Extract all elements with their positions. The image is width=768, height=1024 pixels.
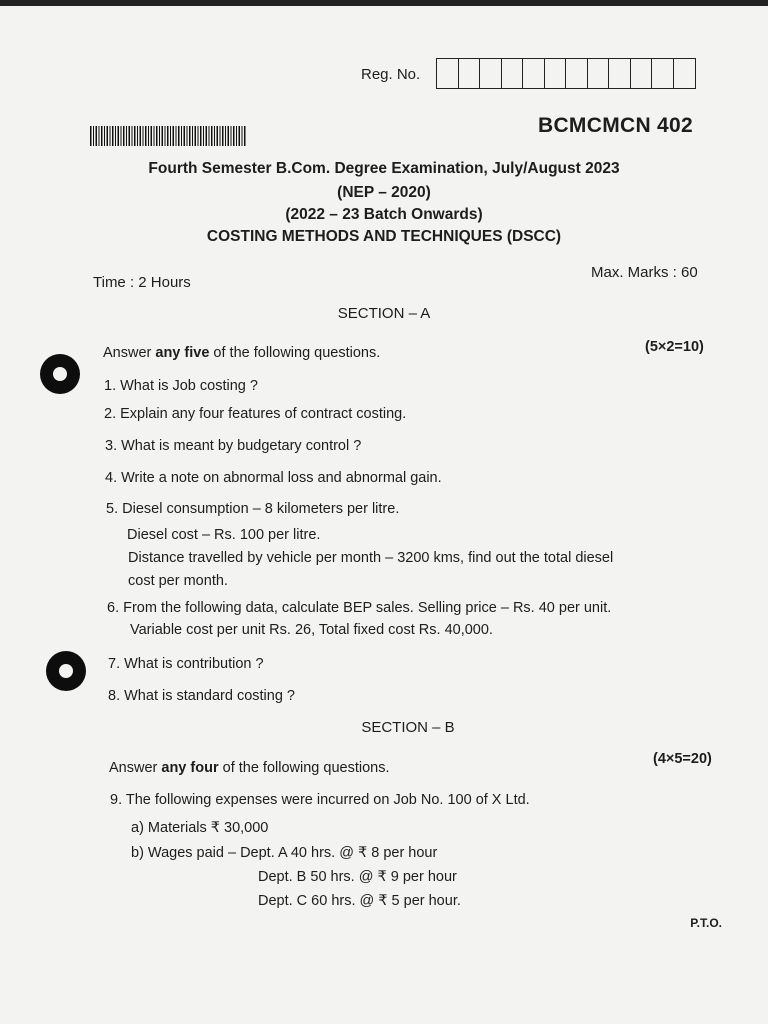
section-b-title: SECTION – B: [361, 719, 455, 736]
question-2: 2. Explain any four features of contract costing.: [104, 406, 407, 422]
exam-title: Fourth Semester B.Com. Degree Examination, July/August 2023: [148, 160, 620, 177]
question-9: 9. The following expenses were incurred on Job No. 100 of X Ltd.: [110, 792, 530, 808]
reg-no-boxes: [436, 58, 696, 89]
section-a-title: SECTION – A: [337, 305, 431, 322]
section-b-marks: (4×5=20): [653, 751, 712, 767]
question-5: 5. Diesel consumption – 8 kilometers per litre.: [106, 501, 400, 517]
time-allowed: Time : 2 Hours: [93, 274, 191, 291]
question-6: 6. From the following data, calculate BEP sales. Selling price – Rs. 40 per unit.: [107, 600, 612, 616]
question-9-b-line: Dept. C 60 hrs. @ ₹ 5 per hour.: [258, 893, 461, 909]
question-9-b: b) Wages paid – Dept. A 40 hrs. @ ₹ 8 per hour: [131, 845, 438, 861]
question-5-line: Distance travelled by vehicle per month – 3200 kms, find out the total diesel: [128, 550, 614, 566]
question-4: 4. Write a note on abnormal loss and abnormal gain.: [105, 470, 442, 486]
max-marks: Max. Marks : 60: [591, 264, 698, 281]
section-b-instruction: Answer any four of the following questions.: [109, 760, 390, 776]
scheme: (NEP – 2020): [337, 184, 431, 201]
subject-title: COSTING METHODS AND TECHNIQUES (DSCC): [206, 228, 562, 245]
section-a-marks: (5×2=10): [645, 339, 704, 355]
question-1: 1. What is Job costing ?: [104, 378, 258, 394]
question-3: 3. What is meant by budgetary control ?: [105, 438, 362, 454]
question-7: 7. What is contribution ?: [108, 656, 264, 672]
pto-label: P.T.O.: [690, 916, 722, 930]
question-5-line: Diesel cost – Rs. 100 per litre.: [127, 527, 321, 543]
section-a-instruction: Answer any five of the following questions.: [103, 345, 381, 361]
punch-hole: [46, 651, 86, 691]
question-6-line: Variable cost per unit Rs. 26, Total fixed cost Rs. 40,000.: [130, 622, 493, 638]
punch-hole: [40, 354, 80, 394]
question-8: 8. What is standard costing ?: [108, 688, 295, 704]
batch: (2022 – 23 Batch Onwards): [285, 206, 483, 223]
question-5-line: cost per month.: [128, 573, 228, 589]
paper-code: BCMCMCN 402: [538, 114, 693, 137]
reg-no-label: Reg. No.: [361, 66, 421, 83]
scan-edge: [0, 0, 768, 6]
question-9-b-line: Dept. B 50 hrs. @ ₹ 9 per hour: [258, 869, 457, 885]
question-9-a: a) Materials ₹ 30,000: [131, 820, 269, 836]
barcode: [90, 126, 246, 146]
